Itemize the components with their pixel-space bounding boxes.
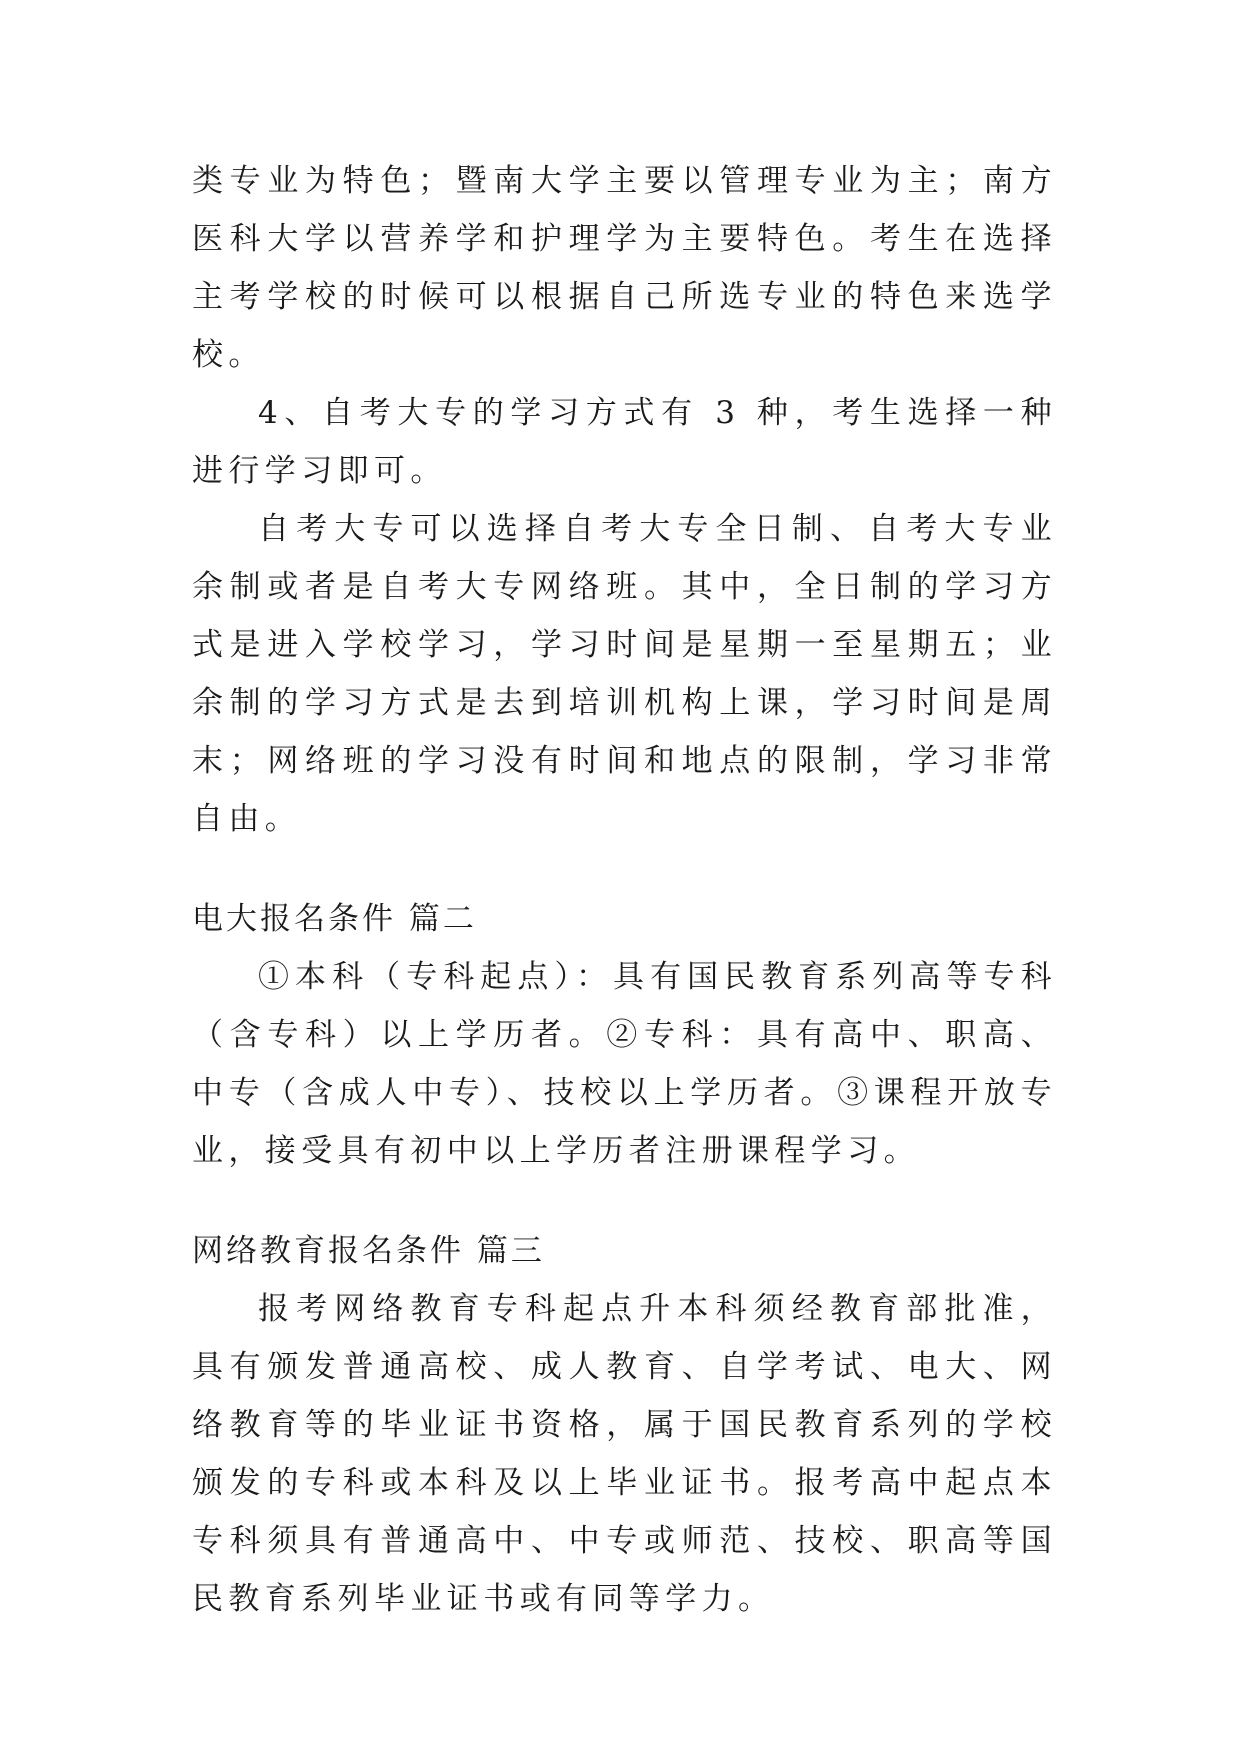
paragraph-study-methods: 4、自考大专的学习方式有 3 种，考生选择一种进行学习即可。 [192,395,1057,489]
section-heading-3: 网络教育报名条件 篇三 [192,1233,545,1269]
document-body [192,152,1057,1628]
section-body-2: ①本科（专科起点）：具有国民教育系列高等专科（含专科）以上学历者。②专科：具有高中、职高、中专（含成人中专）、技校以上学历者。③课程开放专业，接受具有初中以上学历者注册课程学习。 [192,959,1057,1169]
paragraph-continued: 类专业为特色；暨南大学主要以管理专业为主；南方医科大学以营养学和护理学为主要特色。考生在选择主考学校的时候可以根据自己所选专业的特色来选学校。 [192,163,1057,373]
section-heading-2: 电大报名条件 篇二 [192,901,477,937]
section-body-3: 报考网络教育专科起点升本科须经教育部批准，具有颁发普通高校、成人教育、自学考试、电大、网络教育等的毕业证书资格，属于国民教育系列的学校颁发的专科或本科及以上毕业证书。报考高中起点本专科须具有普通高中、中专或师范、技校、职高等国民教育系列毕业证书或有同等学力。 [192,1291,1057,1617]
paragraph-study-options: 自考大专可以选择自考大专全日制、自考大专业余制或者是自考大专网络班。其中，全日制的学习方式是进入学校学习，学习时间是星期一至星期五；业余制的学习方式是去到培训机构上课，学习时间是周末；网络班的学习没有时间和地点的限制，学习非常自由。 [192,511,1057,837]
